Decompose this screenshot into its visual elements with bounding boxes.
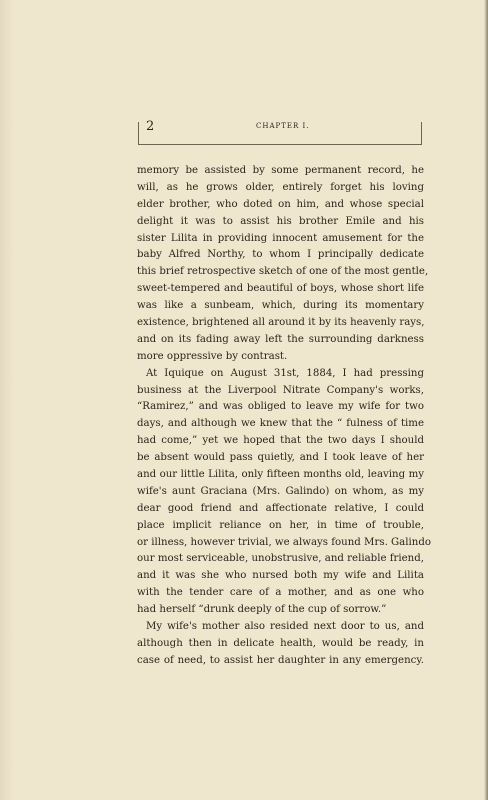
text-line: business at the Liverpool Nitrate Company's works, — [137, 384, 424, 396]
text-line: this brief retrospective sketch of one of the most gentle, — [137, 266, 429, 278]
running-head: CHAPTER I. — [256, 122, 310, 130]
text-line: and on its fading away left the surrounding darkness — [137, 333, 424, 345]
text-line: At Iquique on August 31st, 1884, I had pressing — [146, 367, 424, 379]
text-line: with the tender care of a mother, and as one who — [137, 587, 424, 599]
text-line: although then in delicate health, would be ready, in — [137, 637, 424, 649]
text-line: and it was she who nursed both my wife and Lilita — [137, 570, 424, 582]
text-line: place implicit reliance on her, in time of trouble, — [137, 519, 424, 531]
text-line: had come,” yet we hoped that the two days I should — [137, 435, 424, 447]
header-rule-right — [421, 122, 422, 144]
body-text — [137, 163, 431, 670]
text-line: sweet-tempered and beautiful of boys, whose short life — [137, 283, 424, 295]
text-line: My wife's mother also resided next door to us, and — [146, 621, 424, 633]
text-line: was like a sunbeam, which, during its momentary — [137, 300, 424, 312]
text-line: “Ramirez,” and was obliged to leave my wife for two — [137, 401, 424, 413]
text-line: more oppressive by contrast. — [137, 350, 288, 362]
text-line: will, as he grows older, entirely forget his loving — [137, 181, 424, 193]
text-line: days, and although we knew that the “ fulness of time — [137, 418, 424, 430]
text-line: memory be assisted by some permanent record, he — [137, 165, 424, 176]
page-number: 2 — [146, 119, 155, 134]
text-line: sister Lilita in providing innocent amusement for the — [137, 232, 424, 244]
text-line: our most serviceable, unobstrusive, and reliable friend, — [137, 553, 424, 565]
text-line: baby Alfred Northy, to whom I principally dedicate — [137, 249, 424, 261]
text-line: or illness, however trivial, we always found Mrs. Galindo — [137, 536, 431, 548]
text-line: be absent would pass quietly, and I took leave of her — [137, 452, 424, 464]
page-header — [138, 116, 422, 145]
text-line: and our little Lilita, only fifteen months old, leaving my — [137, 469, 424, 481]
text-line: delight it was to assist his brother Emile and his — [137, 215, 424, 227]
header-rule-left — [138, 122, 139, 144]
text-line: dear good friend and affectionate relative, I could — [137, 502, 424, 514]
text-line: wife's aunt Graciana (Mrs. Galindo) on whom, as my — [137, 485, 424, 497]
text-line: existence, brightened all around it by its heavenly rays, — [137, 317, 425, 329]
text-line: had herself “drunk deeply of the cup of sorrow.” — [137, 604, 387, 616]
text-line: case of need, to assist her daughter in any emergency. — [137, 654, 424, 666]
text-line: elder brother, who doted on him, and whose special — [137, 198, 424, 210]
